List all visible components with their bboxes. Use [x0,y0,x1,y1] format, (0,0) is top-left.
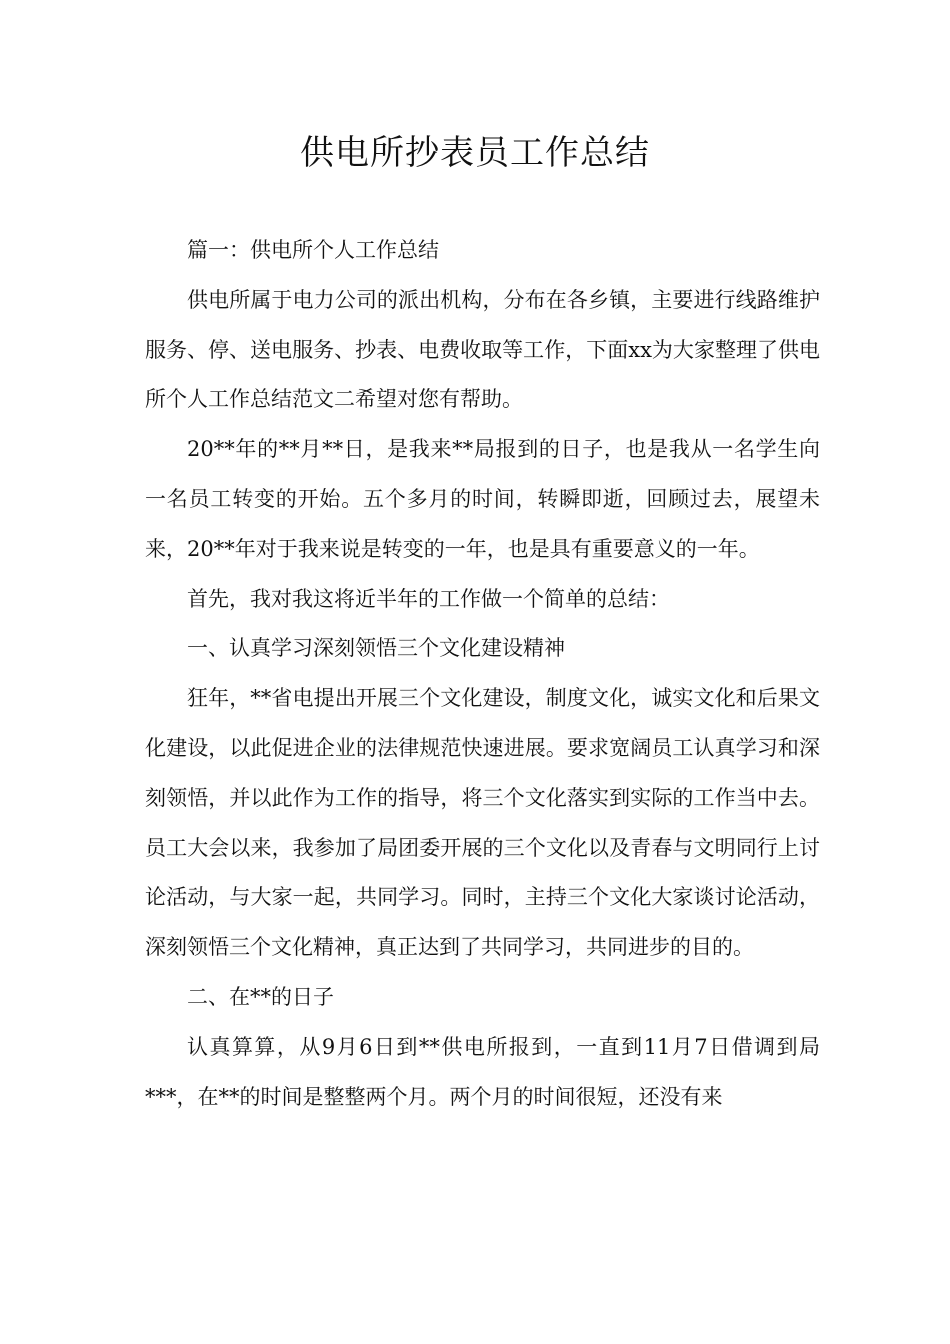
paragraph: 供电所属于电力公司的派出机构，分布在各乡镇，主要进行线路维护服务、停、送电服务、抄表、电费收取等工作，下面xx为大家整理了供电所个人工作总结范文二希望对您有帮助。 [145,287,820,412]
paragraph: 认真算算，从9月6日到**供电所报到，一直到11月7日借调到局***，在**的时间是整整两个月。两个月的时间很短，还没有来 [145,1034,820,1109]
document-title: 供电所抄表员工作总结 [300,133,650,173]
document-body [145,226,820,1122]
section-heading: 一、认真学习深刻领悟三个文化建设精神 [187,636,565,661]
paragraph: 20**年的**月**日，是我来**局报到的日子，也是我从一名学生向一名员工转变的开始。五个多月的时间，转瞬即逝，回顾过去，展望未来，20**年对于我来说是转变的一年，也是具有重要意义的一年。 [145,437,820,561]
section-heading: 二、在**的日子 [187,984,334,1009]
paragraph: 狂年，**省电提出开展三个文化建设，制度文化，诚实文化和后果文化建设，以此促进企业的法律规范快速进展。要求宽阔员工认真学习和深刻领悟，并以此作为工作的指导，将三个文化落实到实际的工作当中去。员工大会以来，我参加了局团委开展的三个文化以及青春与文明同行上讨论活动，与大家一起，共同学习。同时，主持三个文化大家谈讨论活动，深刻领悟三个文化精神，真正达到了共同学习，共同进步的目的。 [145,686,820,960]
section-heading: 篇一：供电所个人工作总结 [187,238,439,262]
paragraph: 首先，我对我这将近半年的工作做一个简单的总结： [187,586,670,611]
